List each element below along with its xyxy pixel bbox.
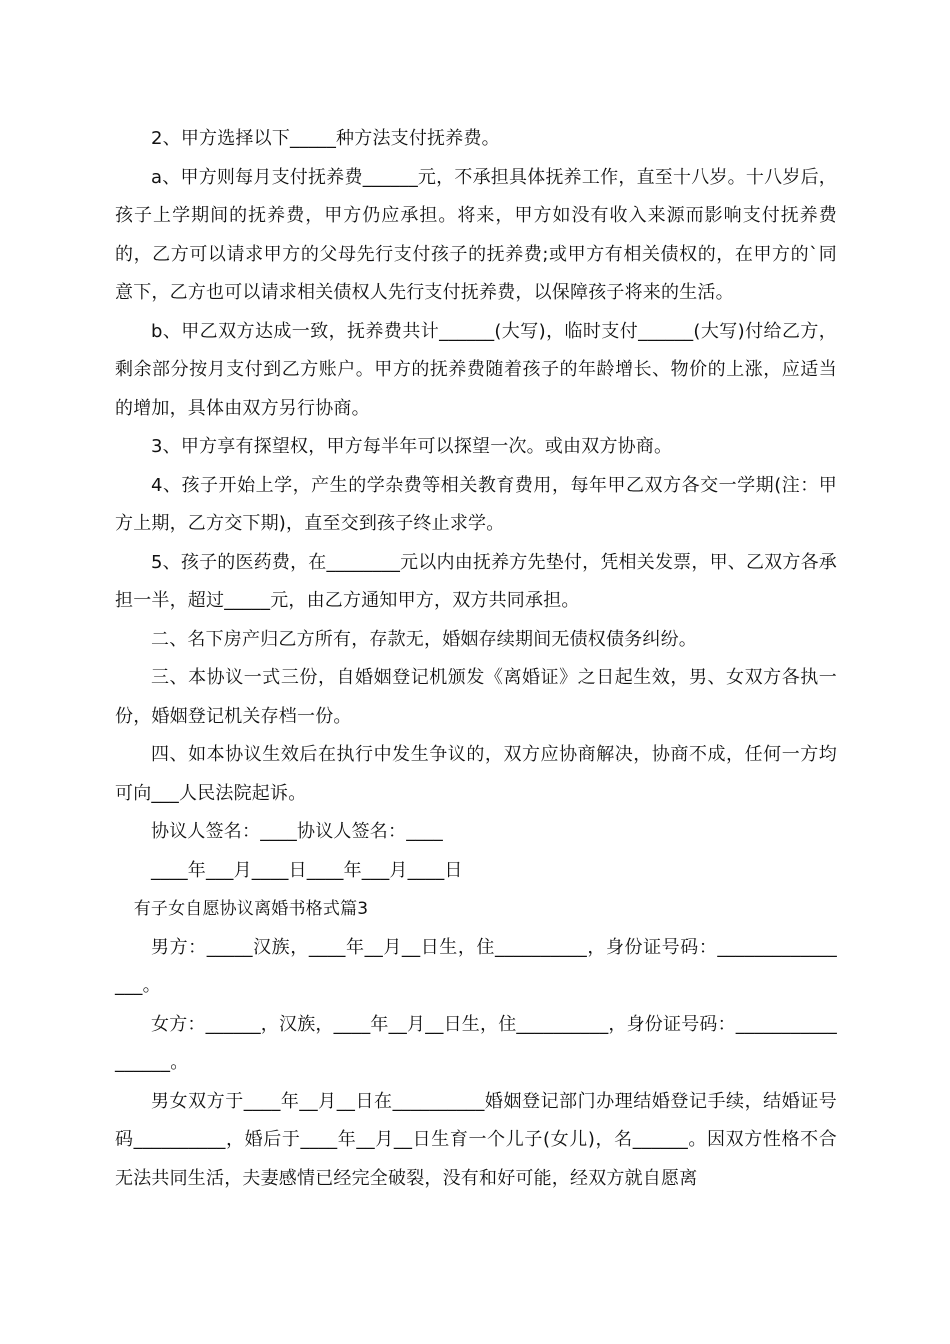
paragraph-marriage-info: 男女双方于____年__月__日在__________婚姻登记部门办理结婚登记手续，结婚证号码__________，婚后于____年__月__日生育一个儿子(女儿)，名______。因双方性格不合无法共同生活，夫妻感情已经完全破裂，没有和好可能，经双方就自愿离 (115, 1090, 837, 1189)
paragraph-disputes: 四、如本协议生效后在执行中发生争议的，双方应协商解决，协商不成，任何一方均可向___人民法院起诉。 (115, 744, 837, 804)
paragraph-copies: 三、本协议一式三份，自婚姻登记机颁发《离婚证》之日起生效，男、女双方各执一份，婚姻登记机关存档一份。 (115, 667, 837, 727)
section-title: 有子女自愿协议离婚书格式篇3 (133, 899, 369, 919)
paragraph-option-a: a、甲方则每月支付抚养费______元，不承担具体抚养工作，直至十八岁。十八岁后，孩子上学期间的抚养费，甲方仍应承担。将来，甲方如没有收入来源而影响支付抚养费的，乙方可以请求甲方的父母先行支付孩子的抚养费;或甲方有相关债权的，在甲方的`同意下，乙方也可以请求相关债权人先行支付抚养费，以保障孩子将来的生活。 (115, 166, 837, 303)
signature-line: 协议人签名：____协议人签名：____ (151, 821, 443, 842)
paragraph-visitation: 3、甲方享有探望权，甲方每半年可以探望一次。或由双方协商。 (151, 436, 673, 457)
paragraph-payment-method: 2、甲方选择以下_____种方法支付抚养费。 (151, 128, 500, 149)
paragraph-male-party: 男方：_____汉族，____年__月__日生，住__________，身份证号码：________________。 (115, 936, 837, 996)
paragraph-property: 二、名下房产归乙方所有，存款无，婚姻存续期间无债权债务纠纷。 (151, 628, 697, 650)
paragraph-education-fees: 4、孩子开始上学，产生的学杂费等相关教育费用，每年甲乙双方各交一学期(注：甲方上期，乙方交下期)，直至交到孩子终止求学。 (115, 474, 837, 534)
paragraph-option-b: b、甲乙双方达成一致，抚养费共计______(大写)，临时支付______(大写)付给乙方，剩余部分按月支付到乙方账户。甲方的抚养费随着孩子的年龄增长、物价的上涨，应适当的增加，具体由双方另行协商。 (115, 320, 837, 419)
document-page (115, 120, 837, 1198)
date-line: ____年___月____日____年___月____日 (151, 859, 463, 881)
paragraph-female-party: 女方：______，汉族，____年__月__日生，住__________，身份证号码：_________________。 (115, 1013, 837, 1073)
paragraph-medical-fees: 5、孩子的医药费，在________元以内由抚养方先垫付，凭相关发票，甲、乙双方各承担一半，超过_____元，由乙方通知甲方，双方共同承担。 (115, 551, 837, 611)
